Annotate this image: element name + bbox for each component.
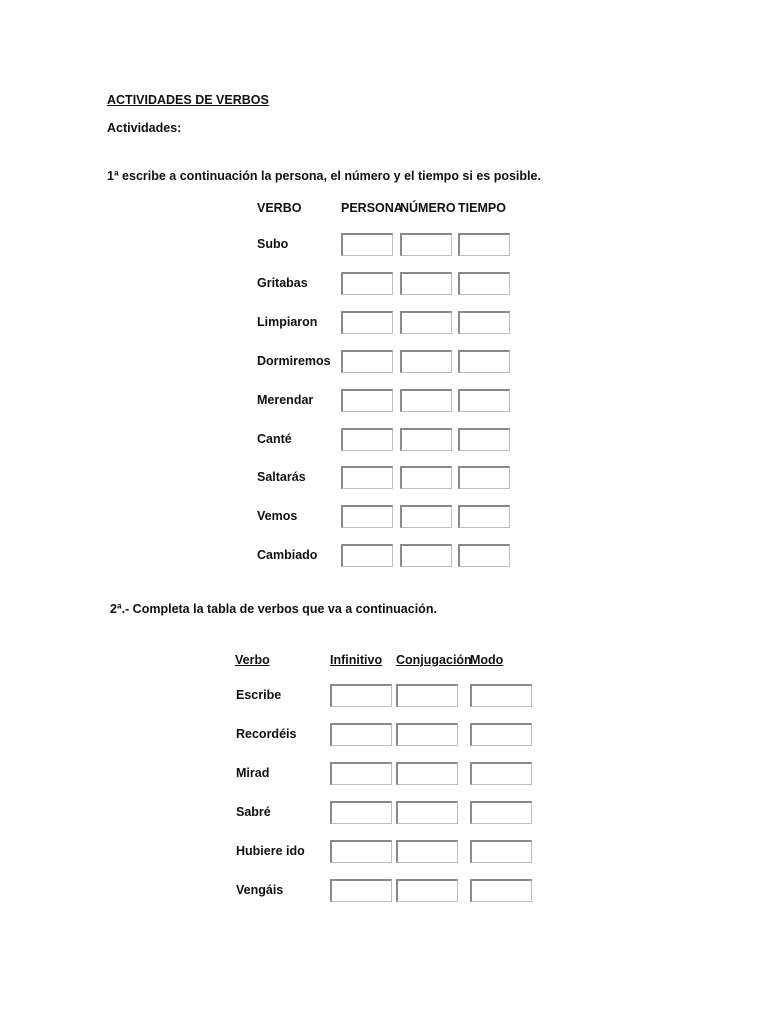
ex2-verb-label: Vengáis [236, 883, 284, 897]
page-title: ACTIVIDADES DE VERBOS [107, 93, 269, 107]
ex2-modo-field[interactable] [470, 801, 532, 824]
ex1-header-verbo: VERBO [257, 201, 302, 215]
ex2-conjugacion-field[interactable] [396, 762, 458, 785]
ex1-tiempo-field[interactable] [458, 544, 510, 567]
ex2-infinitivo-field[interactable] [330, 762, 392, 785]
ex2-header-conjugacion: Conjugación [396, 653, 472, 667]
ex1-persona-field[interactable] [341, 311, 393, 334]
ex2-verb-label: Mirad [236, 766, 270, 780]
ex2-modo-field[interactable] [470, 879, 532, 902]
ex1-persona-field[interactable] [341, 272, 393, 295]
ex1-header-tiempo: TIEMPO [458, 201, 506, 215]
ex1-verb-label: Merendar [257, 392, 314, 407]
ex2-infinitivo-field[interactable] [330, 723, 392, 746]
ex1-persona-field[interactable] [341, 389, 393, 412]
ex1-tiempo-field[interactable] [458, 233, 510, 256]
ex1-persona-field[interactable] [341, 233, 393, 256]
ex2-modo-field[interactable] [470, 762, 532, 785]
ex2-conjugacion-field[interactable] [396, 684, 458, 707]
ex1-tiempo-field[interactable] [458, 272, 510, 295]
ex2-modo-field[interactable] [470, 684, 532, 707]
ex1-tiempo-field[interactable] [458, 350, 510, 373]
ex1-tiempo-field[interactable] [458, 311, 510, 334]
ex1-verb-label: Gritabas [257, 275, 308, 290]
ex2-modo-field[interactable] [470, 840, 532, 863]
ex1-numero-field[interactable] [400, 389, 452, 412]
ex2-modo-field[interactable] [470, 723, 532, 746]
ex1-header-persona: PERSONA [341, 201, 403, 215]
ex1-verb-label: Cambiado [257, 548, 318, 563]
ex2-conjugacion-field[interactable] [396, 723, 458, 746]
ex1-numero-field[interactable] [400, 505, 452, 528]
ex1-persona-field[interactable] [341, 428, 393, 451]
ex2-conjugacion-field[interactable] [396, 840, 458, 863]
ex2-infinitivo-field[interactable] [330, 801, 392, 824]
ex1-tiempo-field[interactable] [458, 428, 510, 451]
ex1-verb-label: Subo [257, 237, 289, 251]
ex1-numero-field[interactable] [400, 311, 452, 334]
exercise2-instruction: 2ª.- Completa la tabla de verbos que va a continuación. [110, 602, 437, 616]
ex2-header-infinitivo: Infinitivo [330, 653, 383, 667]
ex1-numero-field[interactable] [400, 428, 452, 451]
ex1-tiempo-field[interactable] [458, 505, 510, 528]
ex1-numero-field[interactable] [400, 466, 452, 489]
ex2-verb-label: Escribe [236, 688, 282, 702]
ex2-header-modo: Modo [470, 653, 504, 667]
ex1-numero-field[interactable] [400, 350, 452, 373]
ex1-tiempo-field[interactable] [458, 466, 510, 489]
ex1-persona-field[interactable] [341, 466, 393, 489]
ex1-numero-field[interactable] [400, 233, 452, 256]
ex1-numero-field[interactable] [400, 272, 452, 295]
ex1-verb-label: Saltarás [257, 470, 306, 485]
ex2-conjugacion-field[interactable] [396, 801, 458, 824]
ex1-verb-label: Dormiremos [257, 353, 331, 368]
ex2-verb-label: Sabré [236, 805, 271, 819]
exercise1-instruction: 1ª escribe a continuación la persona, el número y el tiempo si es posible. [107, 169, 541, 183]
ex1-persona-field[interactable] [341, 544, 393, 567]
ex2-header-verbo: Verbo [235, 653, 270, 667]
ex2-verb-label: Recordéis [236, 727, 297, 741]
ex1-numero-field[interactable] [400, 544, 452, 567]
ex2-infinitivo-field[interactable] [330, 840, 392, 863]
page-subtitle: Actividades: [107, 121, 182, 135]
ex1-verb-label: Vemos [257, 509, 298, 524]
ex2-infinitivo-field[interactable] [330, 879, 392, 902]
ex1-persona-field[interactable] [341, 505, 393, 528]
ex1-verb-label: Limpiaron [257, 314, 318, 329]
ex2-verb-label: Hubiere ido [236, 844, 305, 858]
ex2-conjugacion-field[interactable] [396, 879, 458, 902]
ex1-tiempo-field[interactable] [458, 389, 510, 412]
ex2-infinitivo-field[interactable] [330, 684, 392, 707]
ex1-verb-label: Canté [257, 431, 292, 446]
ex1-persona-field[interactable] [341, 350, 393, 373]
ex1-header-numero: NÚMERO [400, 201, 456, 215]
